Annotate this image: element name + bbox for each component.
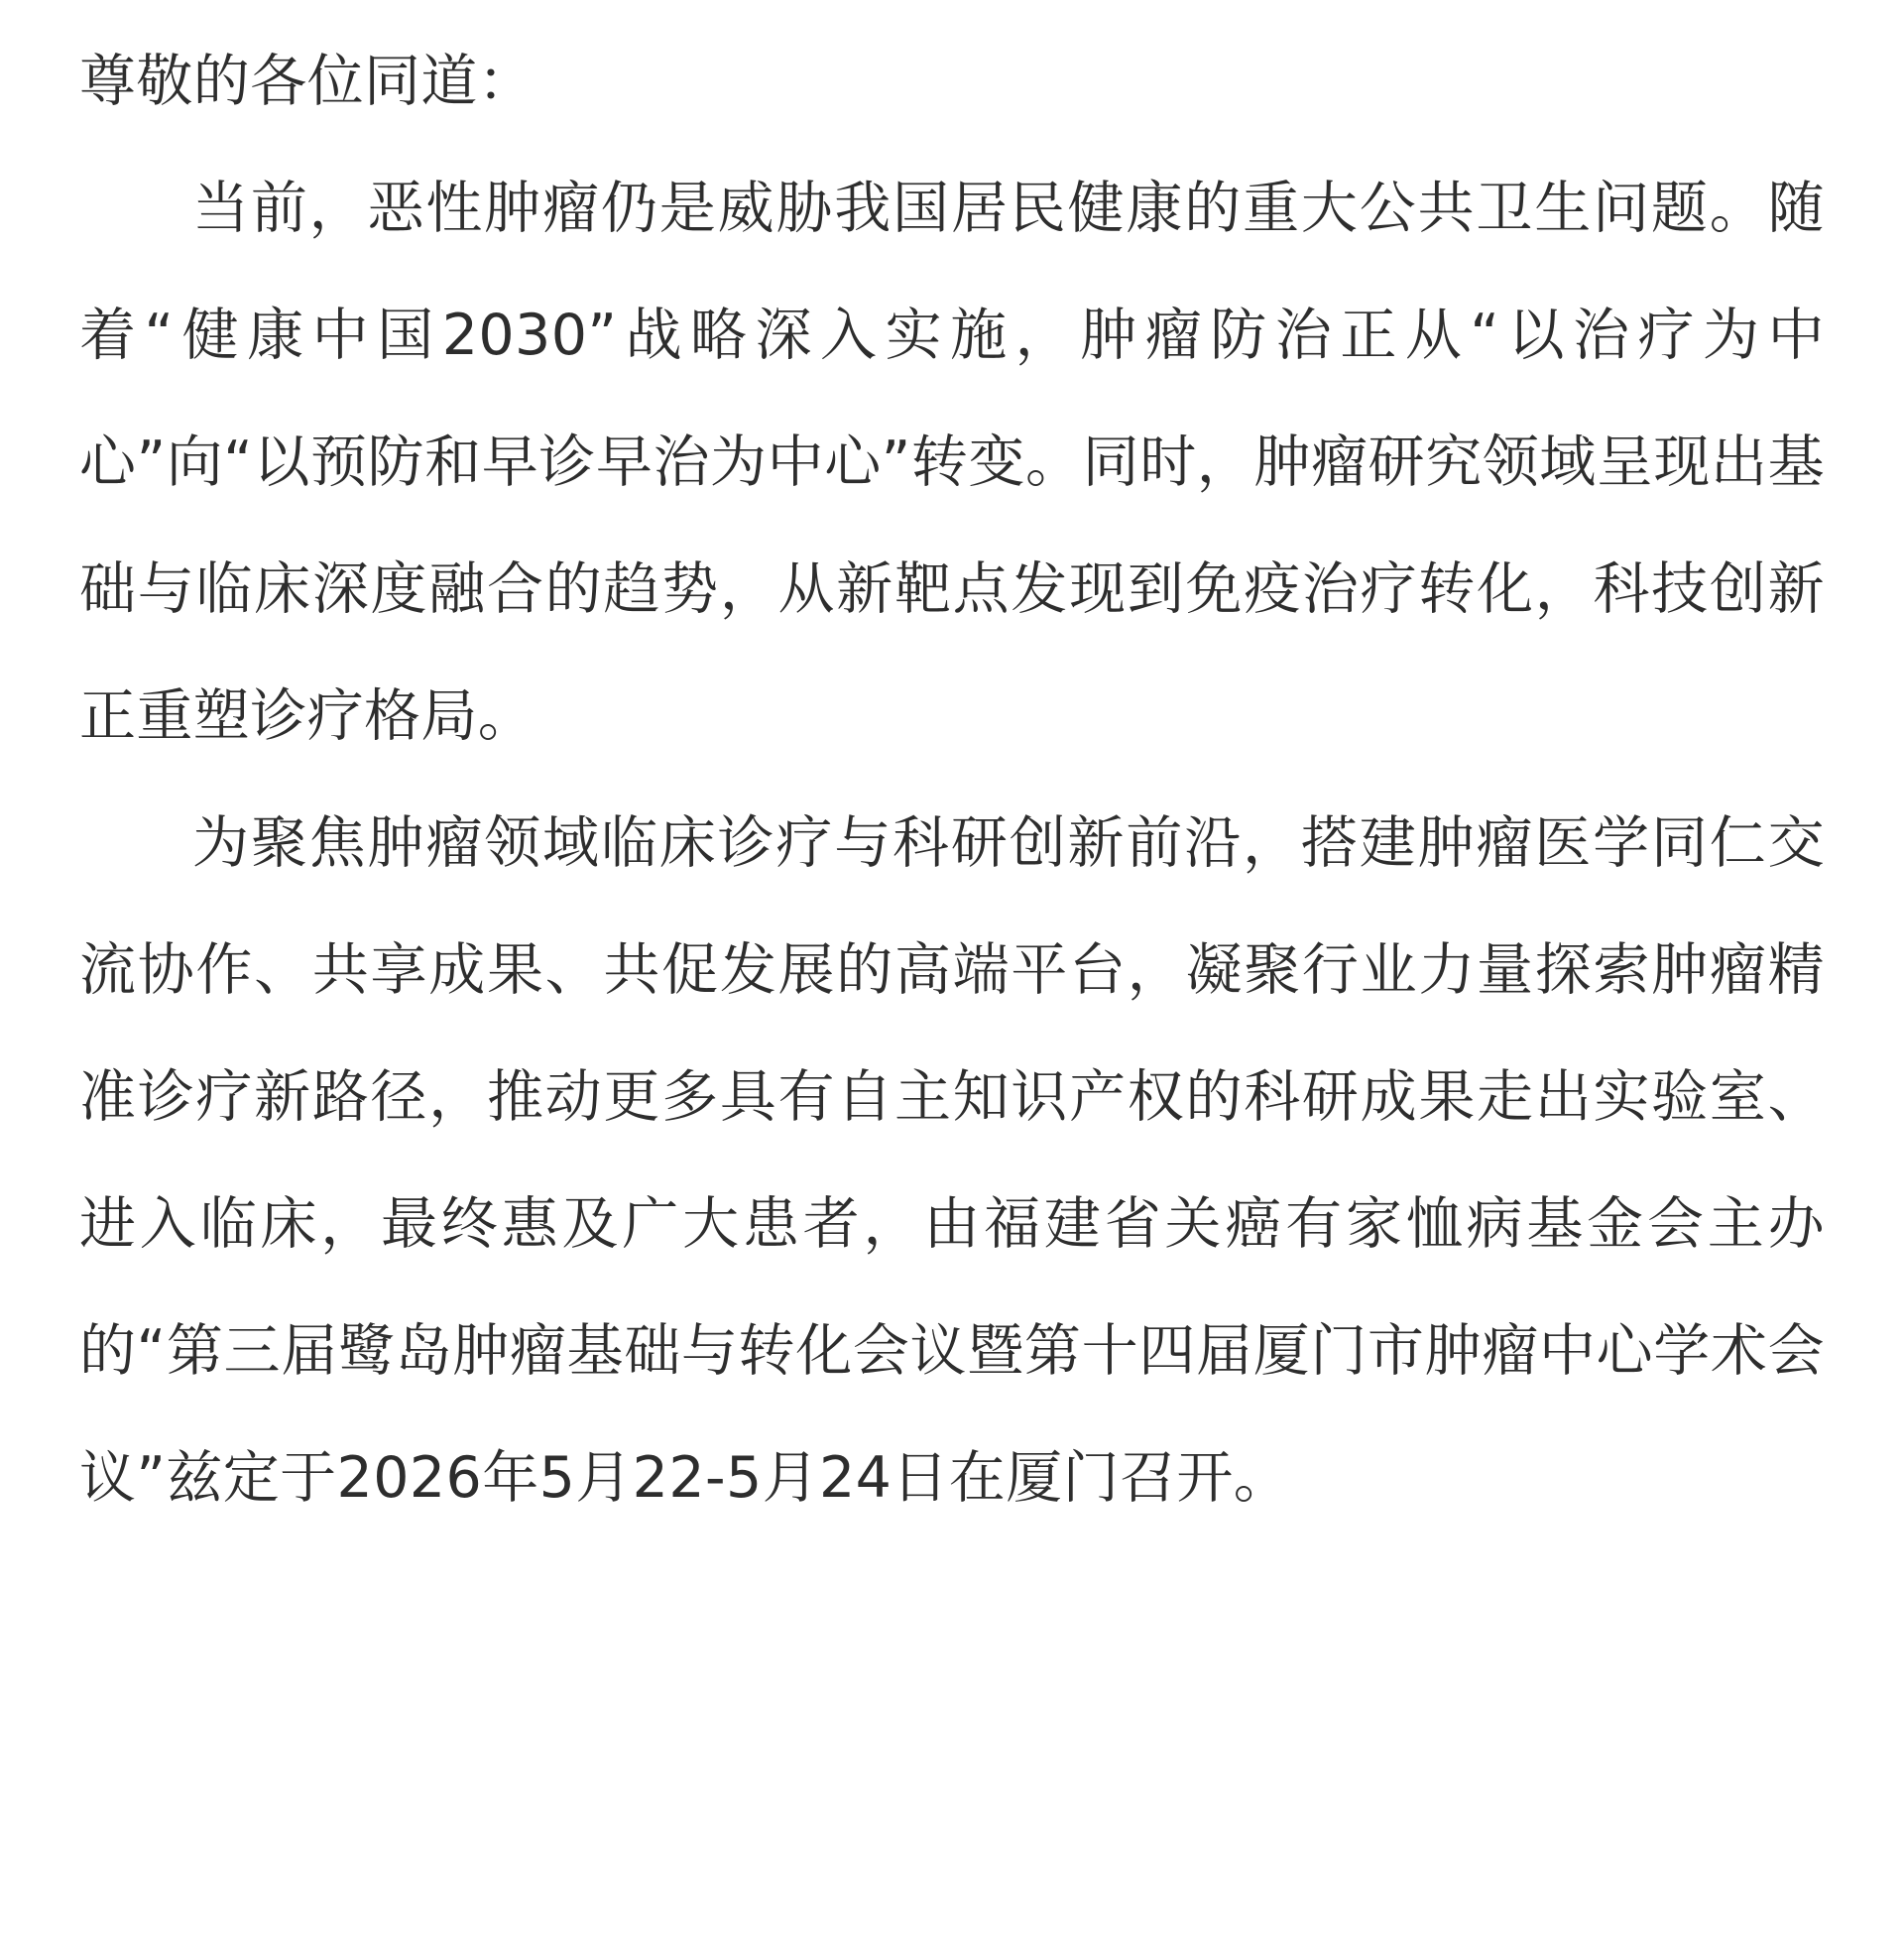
paragraph-conference-announcement: 为聚焦肿瘤领域临床诊疗与科研创新前沿，搭建肿瘤医学同仁交流协作、共享成果、共促发展的高端平台，凝聚行业力量探索肿瘤精准诊疗新路径，推动更多具有自主知识产权的科研成果走出实验室、进入临床，最终惠及广大患者，由福建省关癌有家恤病基金会主办的“第三届鹭岛肿瘤基础与转化会议暨第十四届厦门市肿瘤中心学术会议”兹定于2026年5月22-5月24日在厦门召开。 bbox=[79, 810, 1825, 1511]
salutation: 尊敬的各位同道： bbox=[79, 49, 536, 114]
invitation-letter-body bbox=[79, 18, 1825, 1541]
paragraph-background: 当前，恶性肿瘤仍是威胁我国居民健康的重大公共卫生问题。随着“健康中国2030”战略深入实施，肿瘤防治正从“以治疗为中心”向“以预防和早诊早治为中心”转变。同时，肿瘤研究领域呈现出基础与临床深度融合的趋势，从新靶点发现到免疫治疗转化，科技创新正重塑诊疗格局。 bbox=[79, 176, 1825, 749]
